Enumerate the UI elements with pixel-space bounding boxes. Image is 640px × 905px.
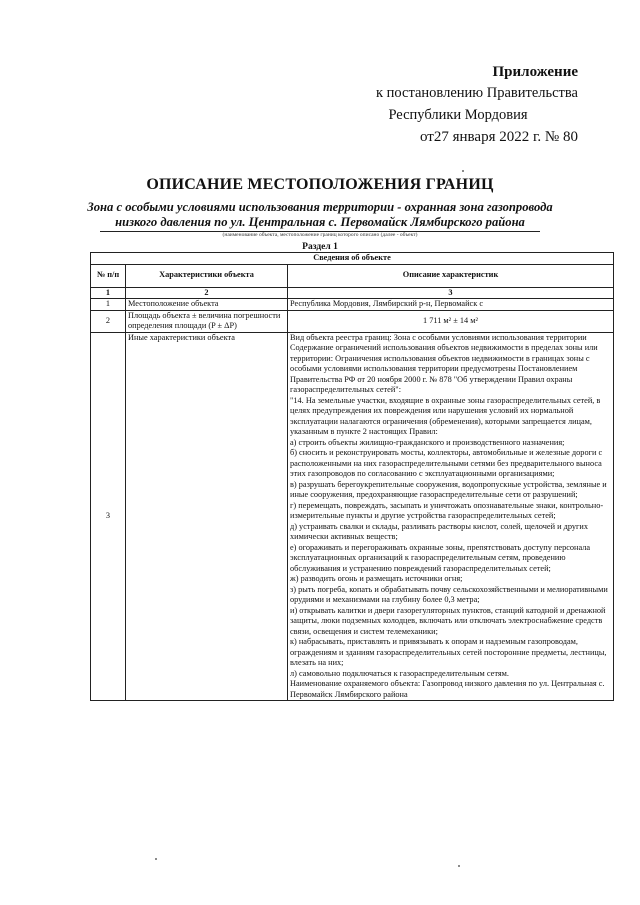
document-subtitle-line-2: низкого давления по ул. Центральная с. Первомайск Лямбирского района bbox=[115, 215, 525, 229]
header-description: Описание характеристик bbox=[288, 264, 614, 287]
document-heading bbox=[0, 176, 640, 239]
description-paragraph: е) огораживать и перегораживать охранные зоны, препятствовать доступу персонала эксплуатационных организаций к газораспределительным сетям, проведению обслуживания и устранению повреждений газораспределительных сетей; bbox=[290, 542, 591, 573]
description-paragraph: а) строить объекты жилищно-гражданского и производственного назначения; bbox=[290, 437, 565, 447]
description-paragraph: ж) разводить огонь и размещать источники огня; bbox=[290, 574, 463, 583]
subtitle-note: (наименование объекта, местоположение границ которого описано (далее - объект) bbox=[222, 232, 418, 238]
description-paragraph: д) устраивать свалки и склады, разливать растворы кислот, солей, щелочей и других химически активных веществ; bbox=[290, 521, 589, 541]
object-info-table bbox=[90, 252, 614, 701]
row-description: 1 711 м² ± 14 м² bbox=[288, 310, 614, 332]
scan-speck bbox=[155, 858, 157, 860]
table-column-number-row bbox=[91, 287, 614, 299]
description-paragraph: Содержание ограничений использования объектов недвижимости в пределах зоны или территории: Ограничения использования объектов недвижимости в границах зоны с особыми условиями использования территории предусмотрены Постановлением Правительства РФ от 20 ноября 2000 г. № 878 "Об утверждении Правил охраны газораспределительных сетей": bbox=[290, 343, 598, 394]
table-caption-row bbox=[91, 253, 614, 265]
description-paragraph: б) сносить и реконструировать мосты, коллекторы, автомобильные и железные дороги с расположенными на них газораспределительными сетями без предварительного выноса этих газопроводов по согласованию с эксплуатационными организациями; bbox=[290, 448, 603, 478]
row-characteristic: Площадь объекта ± величина погрешности определения площади (P ± ΔP) bbox=[126, 310, 288, 332]
header-characteristic: Характеристики объекта bbox=[126, 264, 288, 287]
document-title: ОПИСАНИЕ МЕСТОПОЛОЖЕНИЯ ГРАНИЦ bbox=[146, 176, 494, 193]
appendix-block bbox=[278, 62, 578, 148]
description-paragraph: и) открывать калитки и двери газорегуляторных пунктов, станций катодной и дренажной защиты, люки подземных колодцев, включать или отключать электроснабжение средств связи, освещения и систем телемеханики; bbox=[290, 605, 606, 636]
description-paragraph: "14. На земельные участки, входящие в охранные зоны газораспределительных сетей, в целях предупреждения их повреждения или нарушения условий их нормальной эксплуатации налагаются ограничения (обременения), которыми запрещается лицам, указанным в пункте 2 настоящих Правил: bbox=[290, 395, 601, 436]
table-header-row bbox=[91, 264, 614, 287]
description-paragraph: к) набрасывать, приставлять и привязывать к опорам и надземным газопроводам, ограждениям и зданиям газораспределительных сетей посторонние предметы, лестницы, влезать на них; bbox=[290, 637, 607, 667]
row-number: 1 bbox=[91, 299, 126, 311]
row-characteristic: Иные характеристики объекта bbox=[126, 332, 288, 701]
appendix-line-2: Республики Мордовия bbox=[388, 107, 528, 123]
scan-speck bbox=[458, 865, 460, 867]
description-paragraph: Наименование охраняемого объекта: Газопровод низкого давления по ул. Центральная с. Первомайск Лямбирского района bbox=[290, 679, 605, 699]
description-paragraph: г) перемещать, повреждать, засыпать и уничтожать опознавательные знаки, контрольно-измерительные пункты и другие устройства газораспределительных сетей; bbox=[290, 500, 604, 520]
description-paragraph: л) самовольно подключаться к газораспределительным сетям. bbox=[290, 668, 510, 678]
row-number: 3 bbox=[91, 332, 126, 701]
row-description: Республика Мордовия, Лямбирский р-н, Первомайск с bbox=[288, 299, 614, 311]
table-row bbox=[91, 332, 614, 701]
column-number: 1 bbox=[91, 287, 126, 299]
column-number: 3 bbox=[288, 287, 614, 299]
description-paragraph: в) разрушать берегоукрепительные сооружения, водопропускные устройства, земляные и иные сооружения, предохраняющие газораспределительные сети от разрушений; bbox=[290, 479, 607, 499]
document-subtitle-line-1: Зона с особыми условиями использования территории - охранная зона газопровода bbox=[87, 200, 553, 214]
header-number: № п/п bbox=[91, 264, 126, 287]
description-paragraph: Вид объекта реестра границ: Зона с особыми условиями использования территории bbox=[290, 332, 587, 342]
table-row bbox=[91, 310, 614, 332]
row-number: 2 bbox=[91, 310, 126, 332]
appendix-line-1: к постановлению Правительства bbox=[376, 85, 578, 101]
scan-speck bbox=[462, 170, 464, 172]
row-characteristic: Местоположение объекта bbox=[126, 299, 288, 311]
section-title: Раздел 1 bbox=[302, 242, 338, 252]
appendix-date: от27 января 2022 г. № 80 bbox=[420, 129, 578, 145]
table-caption: Сведения об объекте bbox=[91, 253, 614, 265]
description-paragraph: з) рыть погреба, копать и обрабатывать почву сельскохозяйственными и мелиоративными орудиями и механизмами на глубину более 0,3 метра; bbox=[290, 584, 608, 604]
appendix-title: Приложение bbox=[492, 64, 578, 80]
row-description bbox=[288, 332, 614, 701]
table-row bbox=[91, 299, 614, 311]
column-number: 2 bbox=[126, 287, 288, 299]
